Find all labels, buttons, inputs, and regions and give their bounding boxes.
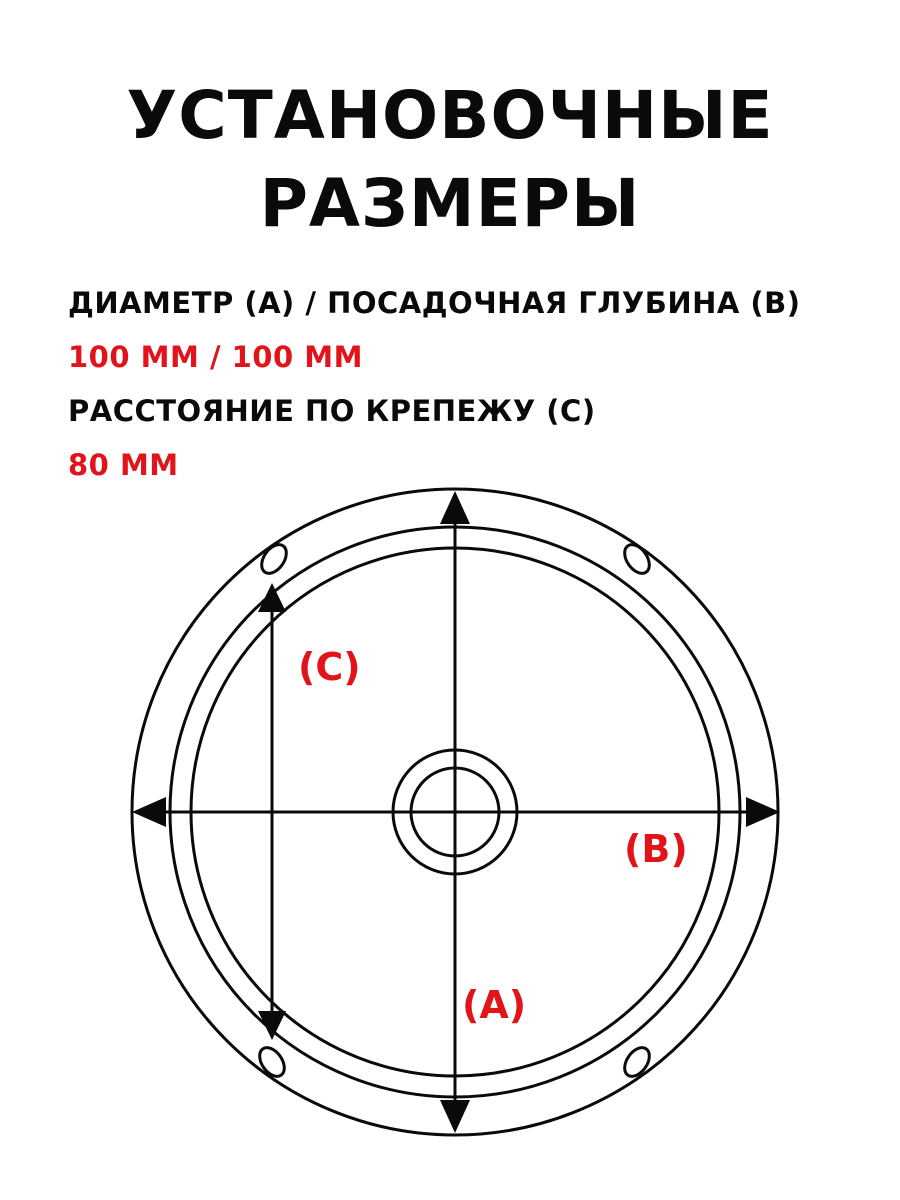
mounting-distance-value: 80 ММ xyxy=(68,448,179,482)
arrow-right-icon xyxy=(746,797,780,827)
speaker-diagram xyxy=(0,480,900,1200)
arrow-left-icon xyxy=(132,797,166,827)
mounting-hole-bottom-left xyxy=(255,1043,290,1081)
diameter-depth-label: ДИАМЕТР (А) / ПОСАДОЧНАЯ ГЛУБИНА (В) xyxy=(68,286,801,320)
diameter-depth-value: 100 ММ / 100 ММ xyxy=(68,340,363,374)
arrow-up-icon xyxy=(440,491,470,524)
label-a: (A) xyxy=(462,983,527,1027)
mounting-hole-top-left xyxy=(257,540,292,578)
title-line-2: РАЗМЕРЫ xyxy=(259,165,641,242)
title-line-1: УСТАНОВОЧНЫЕ xyxy=(126,77,774,154)
label-c: (C) xyxy=(298,645,361,689)
mounting-distance-label: РАССТОЯНИЕ ПО КРЕПЕЖУ (С) xyxy=(68,394,596,428)
mounting-hole-top-right xyxy=(620,540,655,578)
label-b: (B) xyxy=(624,827,688,871)
arrow-down-icon xyxy=(440,1100,470,1133)
page-title xyxy=(0,72,900,248)
specs-list xyxy=(68,276,868,492)
mounting-hole-bottom-right xyxy=(620,1043,655,1081)
arrow-down-small-icon xyxy=(258,1011,286,1040)
